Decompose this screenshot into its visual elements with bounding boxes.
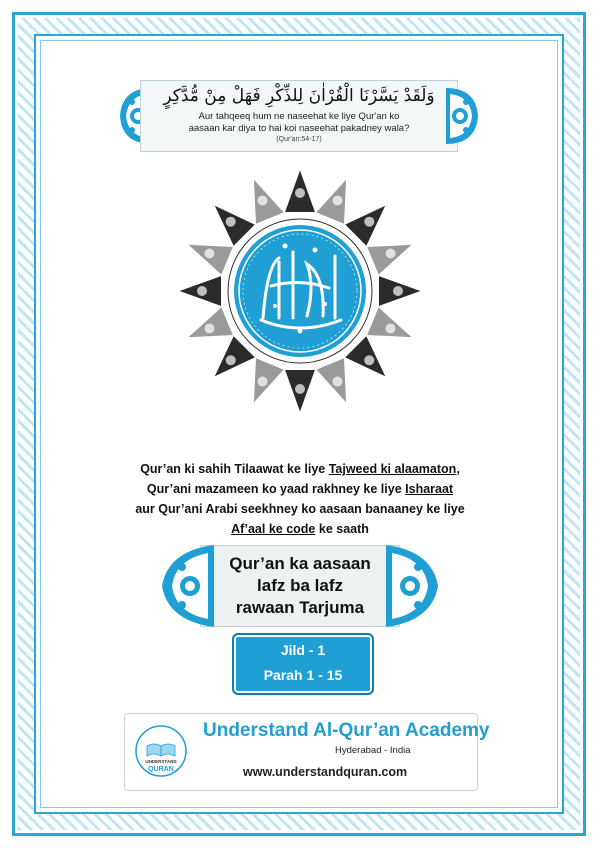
academy-url: www.understandquran.com [243, 765, 408, 779]
intro-text-segment: ke saath [315, 522, 369, 536]
intro-line-4 [80, 519, 520, 539]
medallion-petal-dot [204, 324, 214, 334]
afaal-highlight: Af’aal ke code [231, 522, 316, 536]
title-banner [160, 545, 440, 627]
logo-text: UNDERSTAND [145, 759, 177, 764]
medallion-petal-dot [364, 355, 374, 365]
academy-name: Understand Al-Qur’an Academy [203, 720, 490, 741]
verse-reference: (Qur'an:54-17) [276, 136, 322, 143]
tajweed-highlight: Tajweed ki alaamaton [328, 462, 457, 476]
intro-text [80, 459, 520, 539]
medallion-petal-dot [333, 195, 343, 205]
intro-line-1 [80, 459, 520, 479]
verse-banner [118, 80, 480, 152]
medallion-petal-dot [364, 217, 374, 227]
medallion-petal-dot [204, 248, 214, 258]
verse-translation-line: Aur tahqeeq hum ne naseehat ke liye Qur'an ko [198, 111, 400, 122]
medallion-petal-dot [295, 188, 305, 198]
intro-line-3: aur Qur’ani Arabi seekhney ko aasaan banaaney ke liye [135, 502, 465, 516]
book-title [200, 553, 400, 619]
academy-box [124, 713, 490, 791]
open-book-icon [135, 724, 187, 778]
verse-translation [158, 111, 440, 135]
parah-label: Parah 1 - 15 [263, 667, 343, 683]
medallion-petal-dot [295, 384, 305, 394]
book-title-line: rawaan Tarjuma [235, 598, 365, 617]
volume-badge [232, 633, 374, 695]
medallion-petal-dot [386, 248, 396, 258]
floral-ornament-icon [446, 84, 480, 148]
medallion-petal-dot [197, 286, 207, 296]
verse-translation-line: aasaan kar diya to hai koi naseehat pakadney wala? [188, 123, 410, 134]
quran-calligraphy-medallion-icon [175, 166, 425, 416]
medallion-petal-dot [226, 217, 236, 227]
jild-label: Jild - 1 [280, 642, 326, 658]
medallion-petal-dot [257, 195, 267, 205]
book-title-line: lafz ba lafz [257, 576, 343, 595]
medallion-petal-dot [226, 355, 236, 365]
intro-line-2 [80, 479, 520, 499]
intro-text-segment: , [456, 462, 460, 476]
verse-arabic: وَلَقَدْ يَسَّرْنَا الْقُرْاٰنَ لِلذِّكْرِ فَهَلْ مِنْ مُّدَّكِرٍ [163, 86, 435, 106]
medallion-petal-dot [333, 377, 343, 387]
medallion-petal-dot [257, 377, 267, 387]
academy-location: Hyderabad - India [335, 745, 411, 756]
medallion-petal-dot [386, 324, 396, 334]
medallion-petal-dot [393, 286, 403, 296]
book-title-line: Qur’an ka aasaan [229, 554, 371, 573]
isharaat-highlight: Isharaat [405, 482, 454, 496]
logo-text: QURAN [148, 766, 174, 773]
intro-text-segment: Qur’an ki sahih Tilaawat ke liye [140, 462, 329, 476]
intro-text-segment: Qur’ani mazameen ko yaad rakhney ke liye [146, 482, 406, 496]
